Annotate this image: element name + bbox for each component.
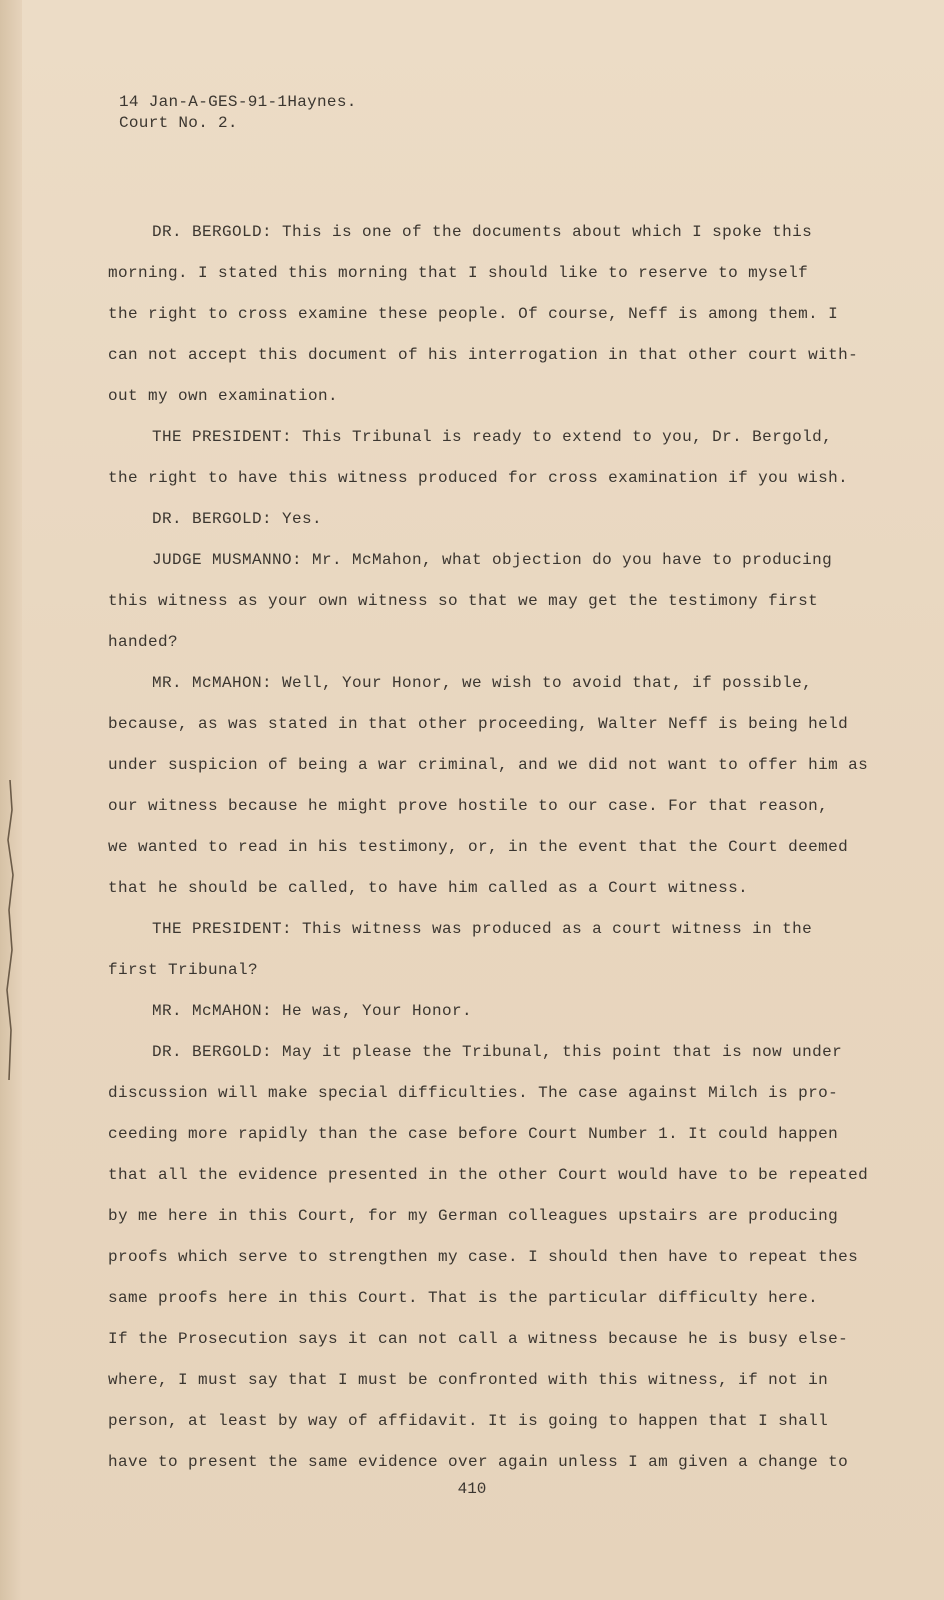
transcript-line: that all the evidence presented in the other Court would have to be repeated <box>108 1166 869 1184</box>
transcript-line: THE PRESIDENT: This Tribunal is ready to extend to you, Dr. Bergold, <box>152 428 833 446</box>
transcript-line: handed? <box>108 633 179 651</box>
transcript-line: MR. McMAHON: Well, Your Honor, we wish to avoid that, if possible, <box>152 674 813 692</box>
transcript-line: proofs which serve to strengthen my case. I should then have to repeat thes <box>108 1248 859 1266</box>
transcript-line: same proofs here in this Court. That is the particular difficulty here. <box>108 1289 819 1307</box>
transcript-line: can not accept this document of his interrogation in that other court with- <box>108 346 859 364</box>
transcript-line: the right to cross examine these people. Of course, Neff is among them. I <box>108 305 839 323</box>
transcript-line: have to present the same evidence over again unless I am given a change to <box>108 1453 849 1471</box>
transcript-line: DR. BERGOLD: This is one of the documents about which I spoke this <box>152 223 813 241</box>
transcript-line: morning. I stated this morning that I should like to reserve to myself <box>108 264 809 282</box>
transcript-line: this witness as your own witness so that we may get the testimony first <box>108 592 819 610</box>
transcript-line: ceeding more rapidly than the case before Court Number 1. It could happen <box>108 1125 839 1143</box>
page-number: 410 <box>457 1480 487 1498</box>
header-reference: 14 Jan-A-GES-91-1Haynes. <box>119 93 357 111</box>
transcript-line: DR. BERGOLD: May it please the Tribunal, this point that is now under <box>152 1043 843 1061</box>
transcript-line: our witness because he might prove hostile to our case. For that reason, <box>108 797 829 815</box>
transcript-line: JUDGE MUSMANNO: Mr. McMahon, what objection do you have to producing <box>152 551 833 569</box>
transcript-line: MR. McMAHON: He was, Your Honor. <box>152 1002 473 1020</box>
transcript-line: where, I must say that I must be confronted with this witness, if not in <box>108 1371 829 1389</box>
transcript-line: discussion will make special difficulties. The case against Milch is pro- <box>108 1084 839 1102</box>
transcript-line: because, as was stated in that other proceeding, Walter Neff is being held <box>108 715 849 733</box>
transcript-line: DR. BERGOLD: Yes. <box>152 510 323 528</box>
transcript-line: the right to have this witness produced for cross examination if you wish. <box>108 469 849 487</box>
transcript-line: under suspicion of being a war criminal, and we did not want to offer him as <box>108 756 869 774</box>
transcript-line: that he should be called, to have him called as a Court witness. <box>108 879 749 897</box>
transcript-line: first Tribunal? <box>108 961 259 979</box>
page-tear-mark <box>4 780 16 1080</box>
transcript-line: If the Prosecution says it can not call a witness because he is busy else- <box>108 1330 849 1348</box>
transcript-line: THE PRESIDENT: This witness was produced as a court witness in the <box>152 920 813 938</box>
transcript-line: person, at least by way of affidavit. It is going to happen that I shall <box>108 1412 829 1430</box>
header-court: Court No. 2. <box>119 114 238 132</box>
transcript-body <box>108 212 888 1483</box>
transcript-line: by me here in this Court, for my German colleagues upstairs are producing <box>108 1207 839 1225</box>
transcript-line: out my own examination. <box>108 387 339 405</box>
transcript-line: we wanted to read in his testimony, or, in the event that the Court deemed <box>108 838 849 856</box>
document-header <box>119 92 357 134</box>
